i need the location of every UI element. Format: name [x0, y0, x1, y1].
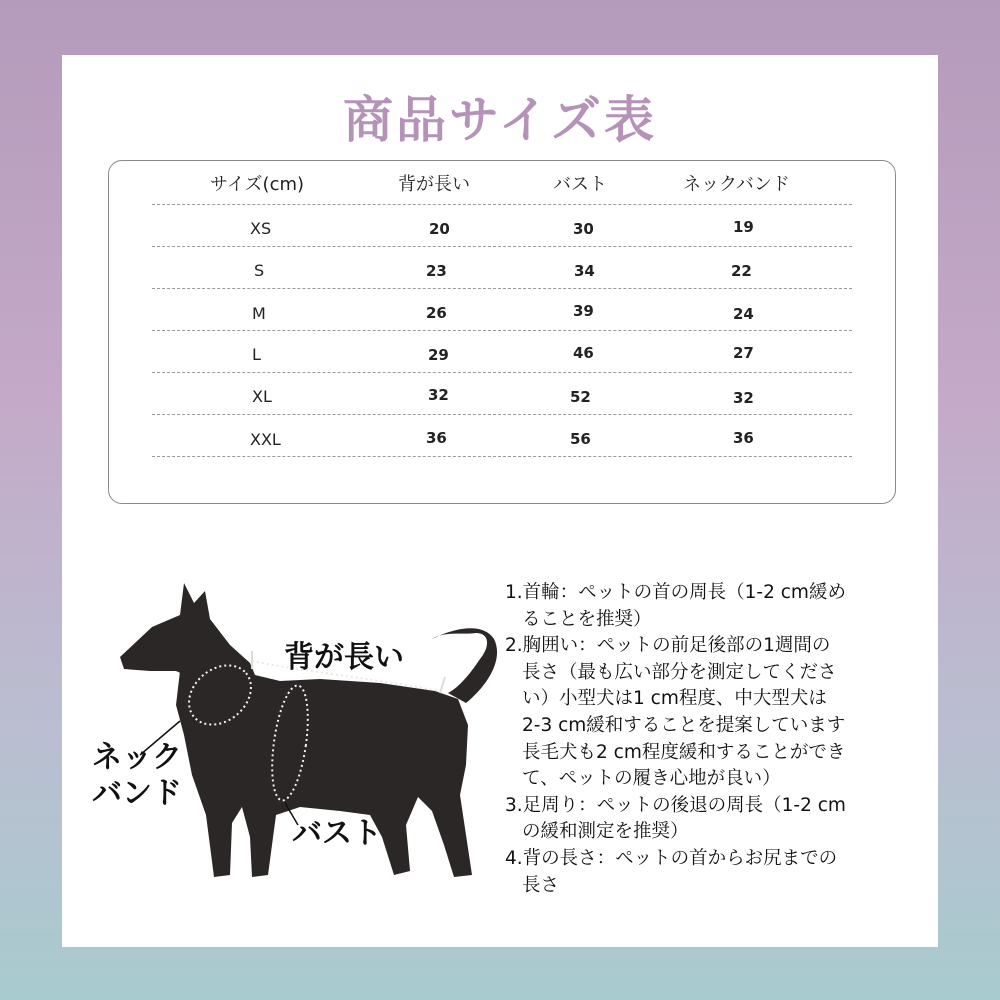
dog-measurement-diagram: [80, 575, 500, 895]
table-cell-size: M: [252, 304, 266, 323]
table-cell-bust: 30: [573, 220, 594, 238]
note-line: 長さ: [522, 874, 560, 896]
header-bust: バスト: [553, 174, 607, 195]
table-cell-back: 32: [428, 386, 449, 404]
table-cell-size: XL: [252, 387, 272, 406]
table-cell-neck: 22: [731, 262, 752, 280]
table-cell-neck: 36: [733, 429, 754, 447]
note-line: て、ペットの履き心地が良い）: [522, 768, 781, 790]
table-divider: [152, 288, 852, 289]
note-line: 2-3 cm緩和することを提案しています: [522, 714, 846, 736]
table-cell-size: L: [252, 345, 261, 364]
table-divider: [152, 372, 852, 373]
header-back-length: 背が長い: [398, 174, 470, 195]
table-cell-neck: 24: [733, 305, 754, 323]
note-line: 長毛犬も2 cm程度緩和することができ: [522, 741, 846, 763]
table-cell-bust: 34: [574, 262, 595, 280]
table-cell-neck: 27: [733, 344, 754, 362]
size-table: [108, 160, 896, 504]
table-cell-back: 23: [426, 262, 447, 280]
table-divider: [152, 246, 852, 247]
table-cell-back: 29: [428, 346, 449, 364]
neckband-label-line2: バンド: [92, 776, 182, 811]
note-line: い）小型犬は1 cm程度、中大型犬は: [522, 688, 827, 710]
table-cell-bust: 56: [570, 430, 591, 448]
note-line: 4.背の長さ：ペットの首からお尻までの: [505, 847, 838, 869]
back-length-label: 背が長い: [284, 640, 404, 675]
note-line: 1.首輪：ペットの首の周長（1-2 cm緩め: [505, 582, 846, 603]
table-cell-neck: 19: [733, 218, 754, 236]
note-line: 3.足周り：ペットの後退の周長（1-2 cm: [505, 794, 846, 816]
table-cell-back: 26: [426, 304, 447, 322]
bust-label: バスト: [292, 816, 382, 851]
note-line: 2.胸囲い：ペットの前足後部の1週間の: [505, 635, 831, 657]
table-cell-bust: 39: [573, 302, 594, 320]
table-divider: [152, 330, 852, 331]
note-line: の緩和測定を推奨）: [522, 821, 689, 843]
table-cell-neck: 32: [733, 389, 754, 407]
table-cell-size: S: [254, 261, 265, 280]
measurement-notes: [505, 580, 925, 899]
header-size: サイズ(cm): [210, 174, 305, 195]
table-cell-back: 36: [426, 429, 447, 447]
page-title: 商品サイズ表: [343, 91, 657, 149]
table-divider: [152, 204, 852, 205]
table-cell-back: 20: [429, 220, 450, 238]
neckband-label-line1: ネック: [92, 740, 182, 775]
note-line: ることを推奨）: [522, 608, 652, 630]
neckband-label: [92, 740, 182, 812]
note-line: 長さ（最も広い部分を測定してくださ: [522, 661, 837, 683]
table-cell-bust: 46: [573, 344, 594, 362]
table-cell-size: XXL: [250, 430, 281, 449]
table-divider: [152, 414, 852, 415]
table-cell-bust: 52: [570, 388, 591, 406]
table-cell-size: XS: [250, 219, 272, 238]
table-divider: [152, 456, 852, 457]
header-neckband: ネックバンド: [683, 174, 790, 195]
